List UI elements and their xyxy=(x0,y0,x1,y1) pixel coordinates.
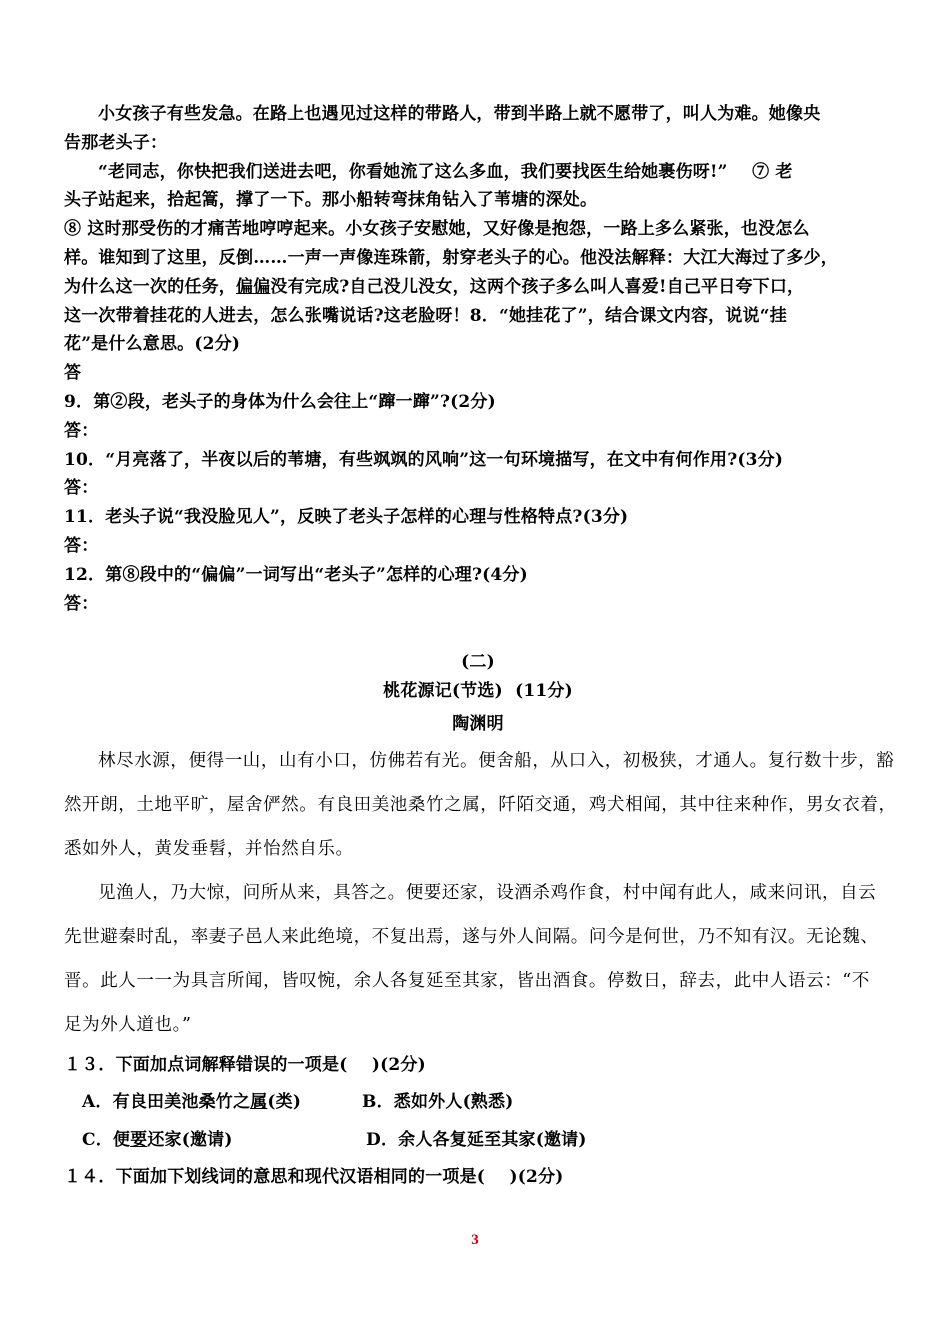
text-span: 还家(邀请) xyxy=(147,1129,233,1150)
paragraph-line: 足为外人道也。” xyxy=(64,1014,192,1035)
classical-text xyxy=(64,739,897,1047)
paragraph-line: 然开朗，土地平旷，屋舍俨然。有良田美池桑竹之属，阡陌交通，鸡犬相闻，其中往来种作，男女衣着， xyxy=(64,794,897,815)
options-row-ab xyxy=(64,1084,892,1122)
document-page xyxy=(64,100,897,1197)
text-span: (类) xyxy=(267,1092,302,1113)
page-number: 3 xyxy=(471,1232,479,1248)
paragraph-line: 林尽水源，便得一山，山有小口，仿佛若有光。便舍船，从口入，初极狭，才通人。复行数十步，豁 xyxy=(98,750,895,771)
underlined-word: 要 xyxy=(130,1129,148,1150)
questions-13-14 xyxy=(64,1047,892,1197)
answer-label-10: 答： xyxy=(64,478,99,499)
option-d: D．余人各复延至其家(邀请) xyxy=(366,1129,587,1150)
paragraph-line: 头子站起来，拾起篙，撑了一下。那小船转弯抹角钻入了苇塘的深处。 xyxy=(64,190,598,211)
author-name: 陶渊明 xyxy=(452,713,504,734)
question-13: １３．下面加点词解释错误的一项是( )(2分) xyxy=(64,1054,426,1075)
question-14: １４．下面加下划线词的意思和现代汉语相同的一项是( )(2分) xyxy=(64,1167,564,1188)
text-span: 没有完成?自己没儿没女，这两个孩子多么叫人喜爱!自己平日夸下口， xyxy=(270,276,805,297)
text-span: A．有良田美池桑竹之 xyxy=(82,1092,251,1113)
paragraph-line: 见渔人，乃大惊，问所从来，具答之。便要还家，设酒杀鸡作食，村中闻有此人，咸来问讯，自云 xyxy=(98,882,877,903)
paragraph-line: 样。谁知到了这里，反倒……一声一声像连珠箭，射穿老头子的心。他没法解释：大江大海过了多少， xyxy=(64,247,838,268)
question-12: 12．第⑧段中的“偏偏”一词写出“老头子”怎样的心理?(4分) xyxy=(64,564,528,585)
paragraph-line: 小女孩子有些发急。在路上也遇见过这样的带路人，带到半路上就不愿带了，叫人为难。她像央 xyxy=(98,104,821,124)
question-9: 9．第②段，老头子的身体为什么会往上“蹿一蹿”?(2分) xyxy=(64,391,496,412)
question-10: 10．“月亮落了，半夜以后的苇塘，有些飒飒的风响”这一句环境描写，在文中有何作用?(3分) xyxy=(64,449,784,470)
text-span: 为什么这一次的任务， xyxy=(64,276,236,297)
question-8: 花”是什么意思。(2分) xyxy=(64,334,241,355)
paragraph-line: 晋。此人一一为具言所闻，皆叹惋，余人各复延至其家，皆出酒食。停数日，辞去，此中人语云：“不 xyxy=(64,970,870,991)
paragraph-line: 这一次带着挂花的人进去，怎么张嘴说话?这老脸呀！8．“她挂花了”，结合课文内容，说说“挂 xyxy=(64,305,787,326)
answer-label-8: 答 xyxy=(64,363,82,384)
options-row-cd xyxy=(64,1122,892,1160)
paragraph-line: ⑧ 这时那受伤的才痛苦地哼哼起来。小女孩子安慰她，又好像是抱怨，一路上多么紧张，也没怎么 xyxy=(64,219,810,240)
paragraph-line: 先世避秦时乱，率妻子邑人来此绝境，不复出焉，遂与外人间隔。问今是何世，乃不知有汉。无论魏、 xyxy=(64,926,879,947)
section-title: 桃花源记(节选) (11分) xyxy=(383,681,573,702)
answer-label-11: 答： xyxy=(64,535,99,556)
reading-passage-1 xyxy=(64,100,892,618)
option-c xyxy=(82,1122,366,1160)
paragraph-line: 告那老头子： xyxy=(64,132,168,153)
underlined-word: 属 xyxy=(250,1092,268,1113)
paragraph-line: 悉如外人，黄发垂髫，并怡然自乐。 xyxy=(64,838,354,859)
paragraph-line xyxy=(64,273,892,302)
paragraph-line: “老同志，你快把我们送进去吧，你看她流了这么多血，我们要找医生给她裹伤呀!” ⑦ 老 xyxy=(98,161,793,182)
answer-label-9: 答： xyxy=(64,420,99,441)
reading-passage-2 xyxy=(64,648,897,1197)
question-11: 11．老头子说“我没脸见人”，反映了老头子怎样的心理与性格特点?(3分) xyxy=(64,507,629,528)
answer-label-12: 答： xyxy=(64,593,99,614)
text-span: C．便 xyxy=(82,1129,131,1150)
option-b: B．悉如外人(熟悉) xyxy=(362,1092,514,1113)
option-a xyxy=(82,1084,362,1122)
section-number: (二) xyxy=(461,652,495,673)
underlined-word: 偏偏 xyxy=(236,276,271,297)
